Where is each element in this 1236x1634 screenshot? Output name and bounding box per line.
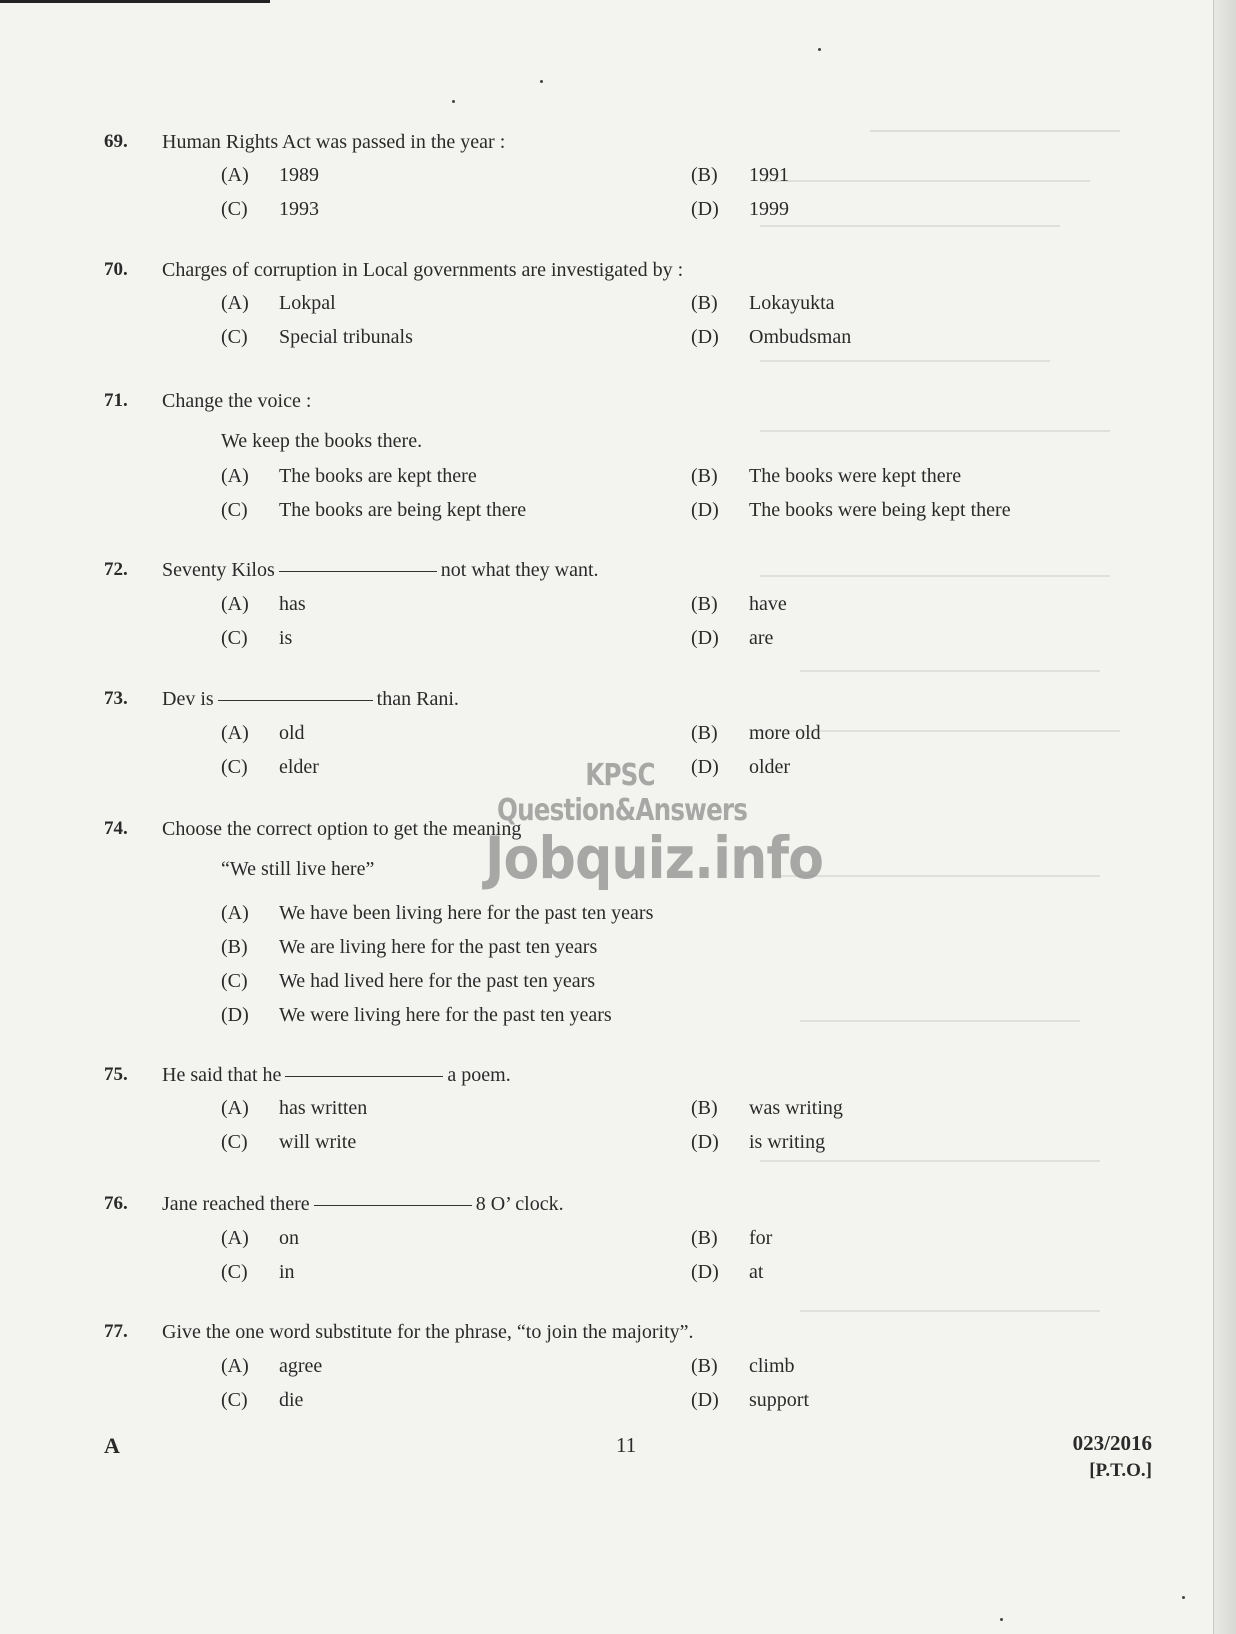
option-c — [221, 198, 319, 221]
option-label: (C) — [221, 326, 248, 348]
option-text: The books are being kept there — [279, 499, 527, 521]
option-text: The books were kept there — [749, 465, 962, 487]
option-label: (B) — [221, 936, 248, 958]
option-label: (A) — [221, 465, 249, 487]
question-number: 72. — [104, 559, 128, 580]
option-b — [691, 722, 821, 745]
option-label: (D) — [691, 1261, 719, 1283]
option-c — [221, 1261, 295, 1284]
question-text: Give the one word substitute for the phrase, “to join the majority”. — [162, 1321, 694, 1343]
option-b — [691, 1355, 795, 1378]
option-d — [691, 1389, 809, 1412]
page-edge-shadow — [1213, 0, 1236, 1634]
question-number: 76. — [104, 1193, 128, 1214]
option-label: (C) — [221, 1389, 248, 1411]
option-label: (A) — [221, 1355, 249, 1377]
option-label: (D) — [691, 198, 719, 220]
option-d — [691, 1261, 763, 1284]
question-number: 69. — [104, 131, 128, 152]
option-a — [221, 593, 306, 616]
fill-in-blank — [218, 700, 373, 701]
fill-in-blank — [285, 1076, 443, 1077]
option-a — [221, 1227, 299, 1250]
fill-in-blank — [314, 1205, 472, 1206]
question-text: Human Rights Act was passed in the year : — [162, 131, 506, 153]
page-number: 11 — [616, 1433, 637, 1457]
option-d — [691, 627, 773, 650]
question-text-after: not what they want. — [440, 559, 599, 581]
option-text: 1993 — [279, 198, 319, 220]
series-letter: A — [104, 1433, 120, 1458]
question-text: Charges of corruption in Local governments are investigated by : — [162, 259, 684, 281]
option-label: (C) — [221, 1261, 248, 1283]
option-label: (A) — [221, 292, 249, 314]
option-label: (B) — [691, 465, 718, 487]
option-label: (A) — [221, 902, 249, 924]
watermark-line-2: Jobquiz.info — [485, 824, 824, 892]
option-label: (B) — [691, 722, 718, 744]
option-d — [691, 198, 789, 221]
option-label: (A) — [221, 1227, 249, 1249]
option-label: (D) — [691, 499, 719, 521]
option-text: at — [749, 1261, 764, 1283]
option-text: die — [279, 1389, 304, 1411]
option-label: (D) — [691, 1389, 719, 1411]
option-a — [221, 1355, 322, 1378]
option-text: more old — [749, 722, 821, 744]
option-text: We have been living here for the past ten years — [279, 902, 654, 924]
option-a — [221, 164, 319, 187]
option-text: 1989 — [279, 164, 319, 186]
option-label: (C) — [221, 756, 248, 778]
option-label: (D) — [221, 1004, 249, 1026]
option-a — [221, 292, 336, 315]
option-b — [691, 1227, 772, 1250]
question-number: 71. — [104, 390, 128, 411]
option-text: support — [749, 1389, 809, 1411]
question-text — [162, 1064, 511, 1087]
option-text: agree — [279, 1355, 323, 1377]
option-text: 1999 — [749, 198, 789, 220]
option-a — [221, 1097, 367, 1120]
option-text: are — [749, 627, 774, 649]
question-number: 70. — [104, 259, 128, 280]
question-text — [162, 559, 599, 582]
option-text: older — [749, 756, 791, 778]
option-label: (C) — [221, 198, 248, 220]
option-b — [691, 292, 835, 315]
option-label: (C) — [221, 1131, 248, 1153]
option-text: was writing — [749, 1097, 843, 1119]
pto-note: [P.T.O.] — [1089, 1460, 1152, 1481]
option-a — [221, 902, 653, 925]
option-a — [221, 722, 305, 745]
question-text: Change the voice : — [162, 390, 312, 412]
question-text: Choose the correct option to get the meaning — [162, 818, 522, 840]
option-label: (B) — [691, 164, 718, 186]
option-text: Ombudsman — [749, 326, 852, 348]
question-number: 73. — [104, 688, 128, 709]
option-text: have — [749, 593, 787, 615]
question-subtext: “We still live here” — [221, 858, 375, 880]
scan-speck — [540, 80, 543, 83]
option-b — [691, 1097, 843, 1120]
option-label: (A) — [221, 722, 249, 744]
option-text: old — [279, 722, 305, 744]
option-text: We had lived here for the past ten years — [279, 970, 596, 992]
option-label: (B) — [691, 1355, 718, 1377]
option-text: has written — [279, 1097, 368, 1119]
option-c — [221, 756, 319, 779]
question-number: 75. — [104, 1064, 128, 1085]
option-d — [691, 499, 1011, 522]
option-text: on — [279, 1227, 299, 1249]
option-d — [221, 1004, 612, 1027]
option-c — [221, 1131, 356, 1154]
option-text: has — [279, 593, 306, 615]
option-label: (A) — [221, 164, 249, 186]
option-text: The books are kept there — [279, 465, 477, 487]
question-text-before: Jane reached there — [162, 1193, 310, 1215]
option-text: We were living here for the past ten years — [279, 1004, 612, 1026]
question-subtext: We keep the books there. — [221, 430, 423, 452]
option-text: for — [749, 1227, 773, 1249]
option-b — [691, 465, 961, 488]
option-a — [221, 465, 477, 488]
question-text-after: than Rani. — [376, 688, 459, 710]
option-label: (B) — [691, 1097, 718, 1119]
option-text: Lokpal — [279, 292, 336, 314]
option-label: (D) — [691, 326, 719, 348]
option-text: climb — [749, 1355, 795, 1377]
option-text: will write — [279, 1131, 357, 1153]
option-text: is writing — [749, 1131, 826, 1153]
watermark-line-1: KPSC Question&Answers — [497, 758, 748, 828]
option-label: (A) — [221, 1097, 249, 1119]
option-c — [221, 326, 413, 349]
option-label: (D) — [691, 756, 719, 778]
option-label: (D) — [691, 627, 719, 649]
paper-code: 023/2016 — [1072, 1431, 1152, 1455]
option-label: (A) — [221, 593, 249, 615]
question-text — [162, 688, 459, 711]
scan-speck — [452, 100, 455, 103]
option-b — [221, 936, 597, 959]
fill-in-blank — [279, 571, 437, 572]
option-text: We are living here for the past ten years — [279, 936, 598, 958]
scan-speck — [1000, 1618, 1003, 1621]
option-label: (D) — [691, 1131, 719, 1153]
option-text: Special tribunals — [279, 326, 413, 348]
option-c — [221, 499, 526, 522]
option-label: (C) — [221, 499, 248, 521]
question-text-before: Seventy Kilos — [162, 559, 275, 581]
option-b — [691, 164, 789, 187]
option-d — [691, 326, 851, 349]
option-text: in — [279, 1261, 295, 1283]
question-text-before: He said that he — [162, 1064, 282, 1086]
question-number: 77. — [104, 1321, 128, 1342]
option-d — [691, 1131, 825, 1154]
option-text: Lokayukta — [749, 292, 835, 314]
question-text-after: 8 O’ clock. — [475, 1193, 564, 1215]
option-d — [691, 756, 790, 779]
option-c — [221, 970, 595, 993]
scan-speck — [1182, 1596, 1185, 1599]
option-c — [221, 627, 292, 650]
question-text-before: Dev is — [162, 688, 214, 710]
scan-speck — [818, 48, 821, 51]
top-rule — [0, 0, 270, 3]
question-number: 74. — [104, 818, 128, 839]
option-text: is — [279, 627, 293, 649]
option-label: (B) — [691, 593, 718, 615]
option-c — [221, 1389, 303, 1412]
option-label: (C) — [221, 627, 248, 649]
option-label: (B) — [691, 292, 718, 314]
option-b — [691, 593, 787, 616]
option-label: (B) — [691, 1227, 718, 1249]
question-text — [162, 1193, 564, 1216]
option-text: The books were being kept there — [749, 499, 1011, 521]
option-label: (C) — [221, 970, 248, 992]
option-text: 1991 — [749, 164, 789, 186]
option-text: elder — [279, 756, 319, 778]
question-text-after: a poem. — [447, 1064, 511, 1086]
